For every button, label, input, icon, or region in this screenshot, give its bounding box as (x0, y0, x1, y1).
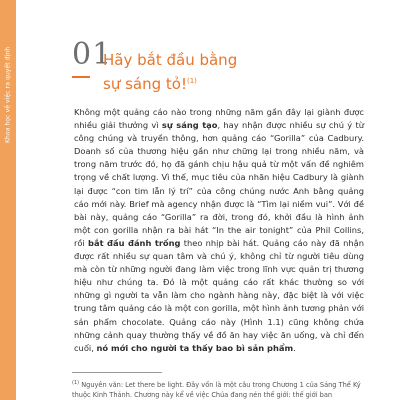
chapter-title-line-2 (103, 71, 343, 95)
footnote-ref: (1) (72, 380, 80, 386)
footnote-divider (72, 372, 162, 373)
chapter-number-underline (72, 76, 90, 78)
chapter-title-line-1: Hãy bắt đầu bằng (103, 51, 238, 70)
chapter-number: 01 (72, 37, 113, 72)
chapter-title-line-2-text: sự sáng tỏ! (103, 75, 187, 94)
body-emphasis: bắt đầu đánh trống (88, 237, 181, 248)
body-emphasis: nó mới cho người ta thấy bao bì sản phẩm (96, 342, 294, 353)
sidebar-strip (0, 0, 16, 400)
chapter-title (103, 50, 343, 95)
body-text-run: , hay nhận được nhiều sự chú ý từ công chúng và truyền thông, hơn quảng cáo “Gorilla” của Cadbury. Doanh số của thương hiệu gần như chững lại trong nhiều năm, và trong năm trước đó, họ đã gánh chịu hậu quả từ một vấn đề nghiêm trọng về chất lượng. Vì thế, mục tiêu của nhãn hiệu Cadbury là giành lại được “con tim lẫn lý trí” của công chúng nước Anh bằng quảng cáo mới này. Brief mà agency nhận được là “Tìm lại niềm vui”. Với đề bài này, quảng cáo “Gorilla” ra đời, trong đó, khởi đầu là hình ảnh một con gorilla nhận ra bài hát “In the air tonight” của Phil Collins, rồi (74, 120, 364, 248)
chapter-title-footnote-ref[interactable]: (1) (186, 77, 197, 86)
footnote (72, 378, 372, 400)
body-paragraph (74, 106, 364, 355)
body-text-run: Không một quảng cáo nào trong những năm gần đây lại giành được nhiều giải thưởng vì (74, 107, 364, 131)
body-text-run: . (293, 342, 296, 353)
body-emphasis: sự sáng tạo (161, 120, 218, 131)
running-head: Khoa học về việc ra quyết định (4, 46, 12, 144)
body-text-run: theo nhịp bài hát. Quảng cáo này đã nhận được rất nhiều sự quan tâm và chú ý, không chỉ từ người tiêu dùng mà còn từ những người đang làm việc trong lĩnh vực quản trị thương hiệu như chúng ta. Đó là một quảng cáo rất khác thường so với những gì người ta vẫn làm cho ngành hàng này, đặc biệt là với việc trung tâm quảng cáo là một con gorilla, một hình ảnh tương phản với sản phẩm chocolate. Quảng cáo này (Hình 1.1) cũng không chứa những cảnh quay thường thấy về đồ ăn hay việc ăn uống, và chỉ đến cuối, (74, 237, 364, 353)
footnote-text: Nguyên văn: Let there be light. Đây vốn là một câu trong Chương 1 của Sáng Thế Ký thuộc Kinh Thánh. Chương này kể về việc Chúa đang nén thế giới: thế giới ban (72, 381, 361, 400)
